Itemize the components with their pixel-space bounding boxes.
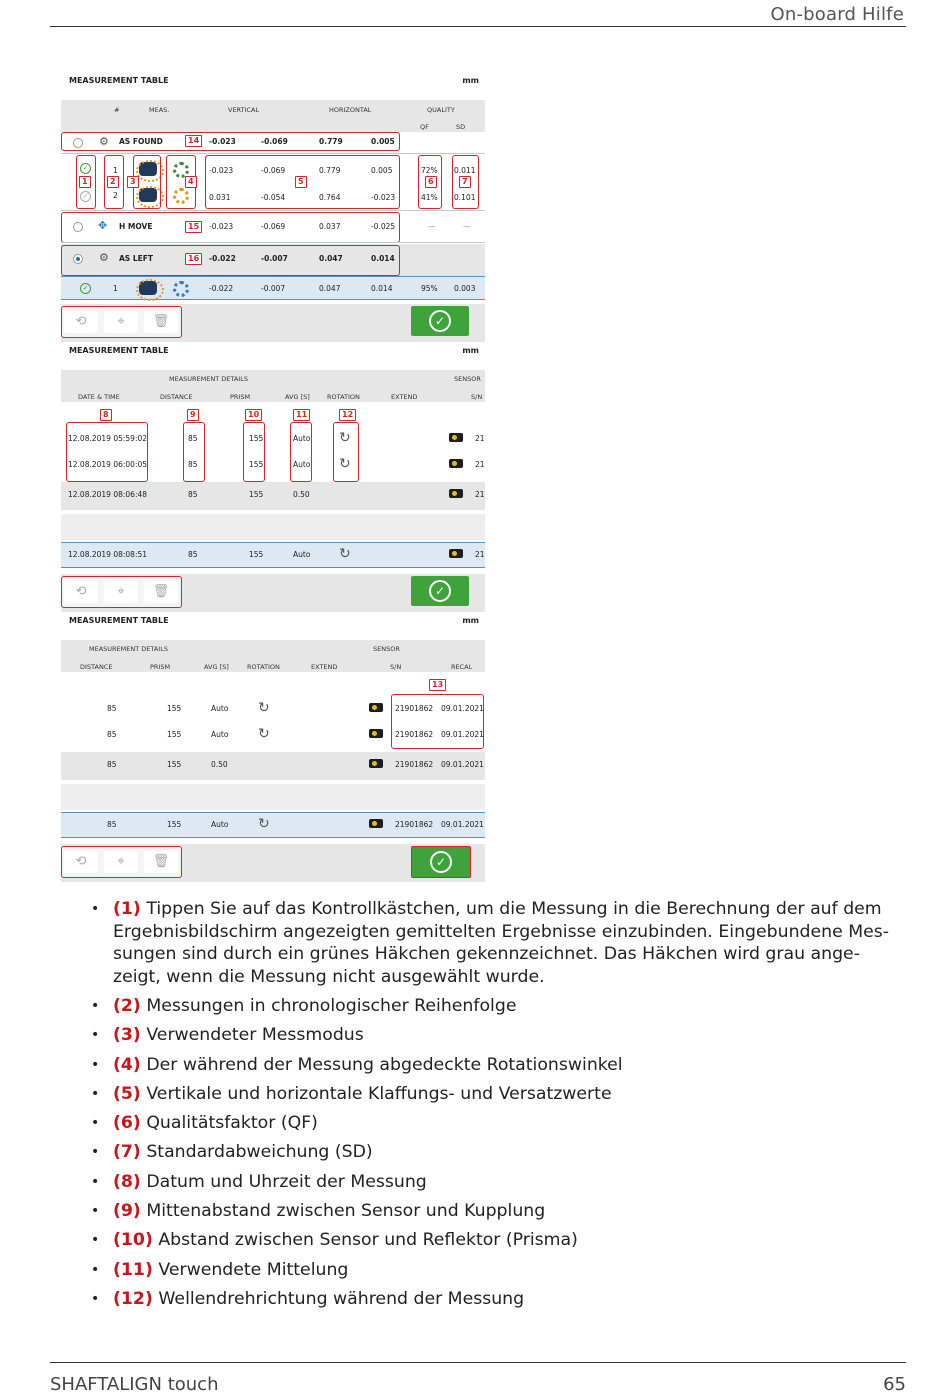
item-number: (10) xyxy=(113,1230,153,1251)
callout-16: 16 xyxy=(185,253,202,265)
callout-13: 13 xyxy=(429,679,446,691)
cell: 0.031 xyxy=(209,193,231,202)
selected-measurement-row[interactable] xyxy=(61,276,485,300)
unit-label: mm xyxy=(462,346,479,355)
remeasure-icon[interactable]: ⟲ xyxy=(64,851,98,873)
list-item xyxy=(90,995,900,1018)
sensor-icon xyxy=(369,759,383,768)
rotation-coverage-icon xyxy=(173,281,189,297)
cell: -0.022 xyxy=(209,284,234,293)
col-avg: AVG [S] xyxy=(204,663,229,671)
item-number: (8) xyxy=(113,1171,141,1192)
toolbar-button-group xyxy=(61,576,182,608)
callout-10: 10 xyxy=(245,409,262,421)
item-text: Standardabweichung (SD) xyxy=(146,1142,373,1163)
as-left-label: AS LEFT xyxy=(119,254,153,263)
callout-15: 15 xyxy=(185,221,202,233)
cell: -0.069 xyxy=(261,222,286,231)
callout-description-list xyxy=(90,898,900,1317)
remeasure-icon[interactable]: ⟲ xyxy=(64,311,98,333)
cell: Auto xyxy=(293,434,311,443)
list-item xyxy=(90,1141,900,1164)
cell: 85 xyxy=(188,490,198,499)
measurement-number: 1 xyxy=(113,284,118,293)
sensor-icon xyxy=(369,819,383,828)
cell: 09.01.2021 xyxy=(441,760,484,769)
cell: 09.01.2021 xyxy=(441,730,484,739)
cell: 0.014 xyxy=(371,284,393,293)
callout-9: 9 xyxy=(187,409,199,421)
cell: Auto xyxy=(293,550,311,559)
confirm-button[interactable] xyxy=(411,846,471,878)
list-item xyxy=(90,1200,900,1223)
list-item xyxy=(90,1288,900,1311)
target-icon[interactable]: ⌖ xyxy=(104,311,138,333)
row-band xyxy=(61,784,485,810)
col-rotation: ROTATION xyxy=(327,393,360,401)
col-sensor: SENSOR xyxy=(454,375,481,383)
check-icon: ✓ xyxy=(429,310,451,332)
cell: 95% xyxy=(421,284,438,293)
col-extend: EXTEND xyxy=(391,393,418,401)
cell: 0.50 xyxy=(211,760,228,769)
item-text: Tippen Sie auf das Kontrollkästchen, um die Messung in die Berechnung der auf dem Ergebnisbildschirm angezeigten gemittelten Ergebnisse einzubinden. Eingebundene Mes-sungen sind durch ein grünes Häkchen gekennzeichnet. Das Häkchen wird grau ange-zeigt, wenn die Messung nicht ausgewählt wurde. xyxy=(113,899,889,987)
cell: 12.08.2019 08:06:48 xyxy=(68,490,148,499)
toolbar-button-group xyxy=(61,306,182,338)
callout-3: 3 xyxy=(127,176,139,188)
cell: 0.003 xyxy=(454,284,476,293)
cell: 72% xyxy=(421,166,438,175)
cell: 41% xyxy=(421,193,438,202)
item-number: (1) xyxy=(113,899,141,919)
callout-4: 4 xyxy=(185,176,197,188)
callout-box-10 xyxy=(243,422,265,482)
trash-icon[interactable]: 🗑 xyxy=(144,851,178,873)
item-text: Der während der Messung abgedeckte Rotationswinkel xyxy=(146,1054,623,1075)
col-number: # xyxy=(114,106,120,114)
cell: 0.101 xyxy=(454,193,476,202)
col-vertical: VERTICAL xyxy=(228,106,260,114)
cell: 12.08.2019 05:59:02 xyxy=(68,434,148,443)
check-icon: ✓ xyxy=(429,580,451,602)
cell: 155 xyxy=(249,550,264,559)
col-details: MEASUREMENT DETAILS xyxy=(169,375,248,383)
cell: -0.023 xyxy=(209,166,234,175)
cell: -0.054 xyxy=(261,193,286,202)
cell: 21 xyxy=(475,434,485,443)
cell: 155 xyxy=(167,760,182,769)
col-quality: QUALITY xyxy=(427,106,455,114)
sensor-icon xyxy=(449,549,463,558)
item-text: Qualitätsfaktor (QF) xyxy=(146,1113,318,1134)
item-number: (3) xyxy=(113,1025,141,1046)
cell: -0.023 xyxy=(209,222,234,231)
col-distance: DISTANCE xyxy=(160,393,193,401)
rotation-icon: ↻ xyxy=(339,546,351,562)
measurement-number: 1 xyxy=(113,166,118,175)
item-number: (7) xyxy=(113,1142,141,1163)
col-qf: QF xyxy=(420,123,429,131)
cell: Auto xyxy=(293,460,311,469)
confirm-button[interactable] xyxy=(411,576,469,606)
cell: -0.023 xyxy=(209,137,236,146)
unit-label: mm xyxy=(462,616,479,625)
callout-box-16 xyxy=(61,245,400,276)
column-header xyxy=(61,370,485,402)
cell: 85 xyxy=(107,704,117,713)
selected-sensor-row[interactable] xyxy=(61,812,485,838)
list-item xyxy=(90,1112,900,1135)
panel-toolbar xyxy=(61,844,485,882)
col-sn: S/N xyxy=(471,393,483,401)
cell: 0.037 xyxy=(319,222,341,231)
rotation-icon: ↻ xyxy=(258,700,270,716)
footer-product: SHAFTALIGN touch xyxy=(50,1374,219,1395)
footer-page-number: 65 xyxy=(883,1374,906,1395)
cell: 155 xyxy=(167,820,182,829)
header-rule xyxy=(50,26,906,27)
item-text: Abstand zwischen Sensor und Reflektor (Prisma) xyxy=(158,1230,578,1251)
cell: 85 xyxy=(188,434,198,443)
cell: 85 xyxy=(188,460,198,469)
toolbar-button-group xyxy=(61,846,182,878)
list-item xyxy=(90,1259,900,1282)
cell: 0.047 xyxy=(319,284,341,293)
callout-box-15 xyxy=(61,212,400,243)
cell: 0.005 xyxy=(371,166,393,175)
detail-row[interactable] xyxy=(61,484,485,506)
sensor-icon xyxy=(369,703,383,712)
page-header-title: On-board Hilfe xyxy=(770,4,904,25)
col-sn: S/N xyxy=(390,663,402,671)
cell: -0.007 xyxy=(261,254,288,263)
item-number: (9) xyxy=(113,1201,141,1222)
cell: 85 xyxy=(107,760,117,769)
cell: 155 xyxy=(167,730,182,739)
rotation-icon: ↻ xyxy=(339,430,351,446)
include-checkbox-1[interactable]: ✓ xyxy=(80,163,91,174)
cell: 21 xyxy=(475,490,485,499)
panel-toolbar xyxy=(61,574,485,612)
col-avg: AVG [S] xyxy=(285,393,310,401)
callout-14: 14 xyxy=(185,135,202,147)
callout-1: 1 xyxy=(79,176,91,188)
cell: 0.047 xyxy=(319,254,343,263)
callout-11: 11 xyxy=(293,409,310,421)
col-datetime: DATE & TIME xyxy=(78,393,120,401)
as-found-icon: ⚙ xyxy=(99,135,109,148)
divider xyxy=(61,242,485,243)
callout-7: 7 xyxy=(459,176,471,188)
item-number: (4) xyxy=(113,1054,141,1075)
item-number: (12) xyxy=(113,1288,153,1309)
measurement-number: 2 xyxy=(113,191,118,200)
cell: 12.08.2019 06:00:05 xyxy=(68,460,148,469)
rotation-icon: ↻ xyxy=(258,816,270,832)
panel-title: MEASUREMENT TABLE xyxy=(69,616,169,625)
callout-6: 6 xyxy=(425,176,437,188)
include-checkbox-2[interactable]: ✓ xyxy=(80,191,91,202)
col-rotation: ROTATION xyxy=(247,663,280,671)
item-number: (2) xyxy=(113,996,141,1017)
as-found-label: AS FOUND xyxy=(119,137,163,146)
target-icon[interactable]: ⌖ xyxy=(104,581,138,603)
callout-box-14 xyxy=(61,132,400,151)
cell: 21901862 xyxy=(395,820,434,829)
cell: — xyxy=(428,222,436,231)
col-extend: EXTEND xyxy=(311,663,338,671)
divider xyxy=(61,210,485,211)
item-text: Datum und Uhrzeit der Messung xyxy=(146,1171,427,1192)
trash-icon[interactable]: 🗑 xyxy=(144,311,178,333)
cell: 21901862 xyxy=(395,730,434,739)
item-number: (11) xyxy=(113,1259,153,1280)
panel-toolbar xyxy=(61,304,485,342)
cell: 85 xyxy=(188,550,198,559)
cell: 85 xyxy=(107,820,117,829)
col-prism: PRISM xyxy=(230,393,251,401)
cell: Auto xyxy=(211,704,229,713)
col-distance: DISTANCE xyxy=(80,663,113,671)
cell: 0.014 xyxy=(371,254,395,263)
footer-rule xyxy=(50,1362,906,1363)
target-icon[interactable]: ⌖ xyxy=(104,851,138,873)
list-item xyxy=(90,1083,900,1106)
sensor-icon xyxy=(449,459,463,468)
item-number: (6) xyxy=(113,1113,141,1134)
panel-title: MEASUREMENT TABLE xyxy=(69,346,169,355)
callout-5: 5 xyxy=(295,176,307,188)
trash-icon[interactable]: 🗑 xyxy=(144,581,178,603)
measurement-mode-icon xyxy=(139,281,157,295)
cell: 85 xyxy=(107,730,117,739)
item-number: (5) xyxy=(113,1083,141,1104)
remeasure-icon[interactable]: ⟲ xyxy=(64,581,98,603)
list-item xyxy=(90,1229,900,1252)
as-left-icon: ⚙ xyxy=(99,251,109,264)
item-text: Wellendrehrichtung während der Messung xyxy=(158,1288,525,1309)
divider xyxy=(61,153,485,154)
include-checkbox[interactable]: ✓ xyxy=(80,283,91,294)
cell: Auto xyxy=(211,820,229,829)
list-item xyxy=(90,1054,900,1077)
panel-title: MEASUREMENT TABLE xyxy=(69,76,169,85)
sensor-row[interactable] xyxy=(61,754,485,776)
list-item xyxy=(90,898,900,988)
callout-2: 2 xyxy=(107,176,119,188)
cell: 21901862 xyxy=(395,704,434,713)
measurement-table-panel-details xyxy=(61,342,485,612)
move-arrows-icon: ✥ xyxy=(98,219,108,232)
callout-box-8 xyxy=(66,422,148,482)
cell: 0.005 xyxy=(371,137,395,146)
selected-detail-row[interactable] xyxy=(61,542,485,568)
cell: -0.069 xyxy=(261,137,288,146)
cell: -0.025 xyxy=(371,222,396,231)
cell: 21901862 xyxy=(395,760,434,769)
cell: 09.01.2021 xyxy=(441,704,484,713)
cell: 0.011 xyxy=(454,166,476,175)
measurement-table-panel-results xyxy=(61,72,485,342)
cell: 0.764 xyxy=(319,193,341,202)
cell: -0.022 xyxy=(209,254,236,263)
cell: -0.069 xyxy=(261,166,286,175)
cell: 155 xyxy=(249,460,264,469)
check-icon: ✓ xyxy=(430,851,452,873)
callout-8: 8 xyxy=(100,409,112,421)
col-horizontal: HORIZONTAL xyxy=(329,106,372,114)
callout-box-9 xyxy=(183,422,205,482)
sensor-icon xyxy=(449,433,463,442)
sensor-row[interactable] xyxy=(61,726,485,748)
cell: 0.779 xyxy=(319,166,341,175)
col-recal: RECAL xyxy=(451,663,473,671)
list-item xyxy=(90,1171,900,1194)
cell: 155 xyxy=(167,704,182,713)
cell: -0.007 xyxy=(261,284,286,293)
item-text: Verwendete Mittelung xyxy=(158,1259,349,1280)
col-sensor: SENSOR xyxy=(373,645,400,653)
cell: 0.50 xyxy=(293,490,310,499)
list-item xyxy=(90,1024,900,1047)
cell: 155 xyxy=(249,434,264,443)
item-text: Vertikale und horizontale Klaffungs- und Versatzwerte xyxy=(146,1083,612,1104)
cell: -0.023 xyxy=(371,193,396,202)
callout-box-12 xyxy=(333,422,359,482)
callout-12: 12 xyxy=(339,409,356,421)
cell: Auto xyxy=(211,730,229,739)
item-text: Verwendeter Messmodus xyxy=(146,1025,364,1046)
item-text: Messungen in chronologischer Reihenfolge xyxy=(146,996,517,1017)
measurement-table-panel-sensor xyxy=(61,612,485,882)
cell: — xyxy=(463,222,471,231)
sensor-icon xyxy=(449,489,463,498)
rotation-icon: ↻ xyxy=(339,456,351,472)
cell: 0.779 xyxy=(319,137,343,146)
cell: 12.08.2019 08:08:51 xyxy=(68,550,148,559)
unit-label: mm xyxy=(462,76,479,85)
row-band xyxy=(61,514,485,540)
sensor-row[interactable] xyxy=(61,700,485,722)
confirm-button[interactable] xyxy=(411,306,469,336)
h-move-label: H MOVE xyxy=(119,222,153,231)
callout-box-11 xyxy=(290,422,312,482)
col-prism: PRISM xyxy=(150,663,171,671)
cell: 09.01.2021 xyxy=(441,820,484,829)
rotation-icon: ↻ xyxy=(258,726,270,742)
item-text: Mittenabstand zwischen Sensor und Kupplung xyxy=(146,1201,546,1222)
cell: 21 xyxy=(475,460,485,469)
col-meas: MEAS. xyxy=(149,106,170,114)
cell: 155 xyxy=(249,490,264,499)
sensor-icon xyxy=(369,729,383,738)
col-details: MEASUREMENT DETAILS xyxy=(89,645,168,653)
col-sd: SD xyxy=(456,123,466,131)
cell: 21 xyxy=(475,550,485,559)
